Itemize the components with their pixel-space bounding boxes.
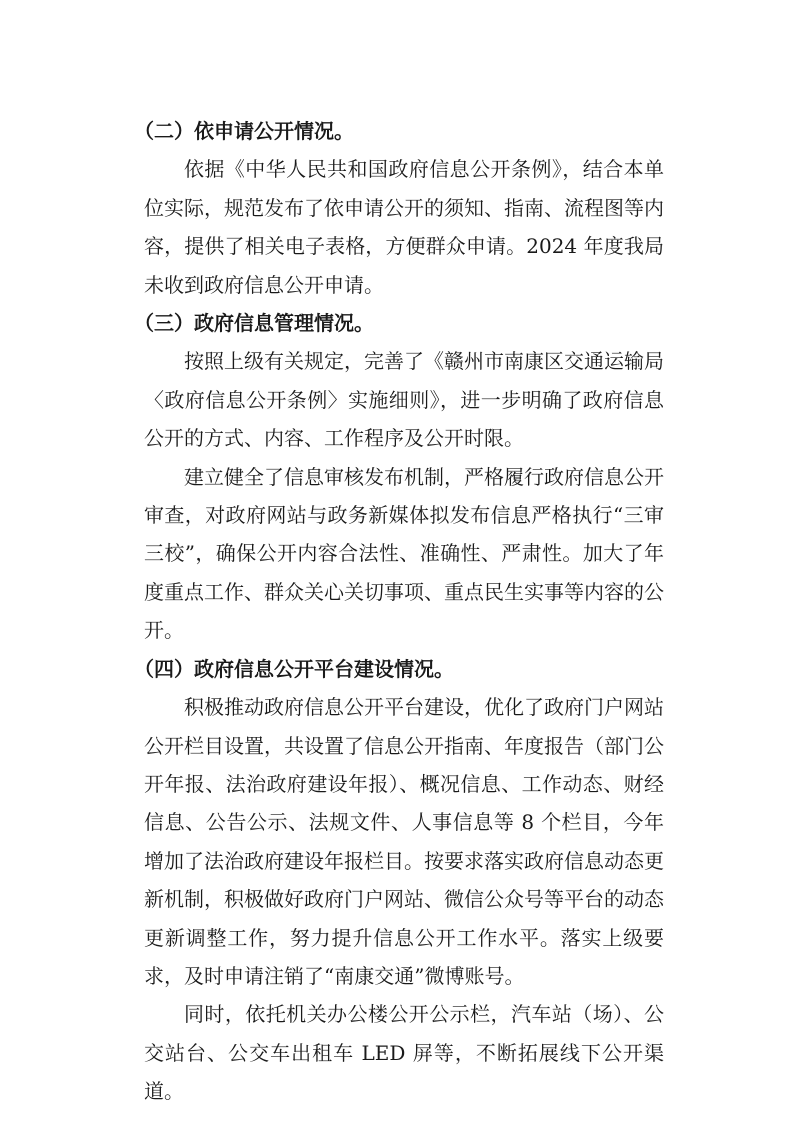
section-heading-platform: （四）政府信息公开平台建设情况。 [134,656,454,681]
paragraph-implementation-rules: 按照上级有关规定，完善了《赣州市南康区交通运输局〈政府信息公开条例〉实施细则》，进一步明确了政府信息公开的方式、内容、工作程序及公开时限。 [144,349,664,451]
section-heading-management: （三）政府信息管理情况。 [134,311,374,336]
paragraph-offline-channels: 同时，依托机关办公楼公开公示栏，汽车站（场）、公交站台、公交车出租车 LED 屏等，不断拓展线下公开渠道。 [144,1002,664,1104]
paragraph-platform-construction: 积极推动政府信息公开平台建设，优化了政府门户网站公开栏目设置，共设置了信息公开指南、年度报告（部门公开年报、法治政府建设年报）、概况信息、工作动态、财经信息、公告公示、法规文件、人事信息等 8 个栏目，今年增加了法治政府建设年报栏目。按要求落实政府信息动态更新机制，积极做好政府门户网站、微信公众号等平台的动态更新调整工作，努力提升信息公开工作水平。落实上级要求，及时申请注销了“南康交通”微博账号。 [144,695,664,988]
document-body [134,112,664,1111]
paragraph-application-disclosure: 依据《中华人民共和国政府信息公开条例》，结合本单位实际，规范发布了依申请公开的须知、指南、流程图等内容，提供了相关电子表格，方便群众申请。2024 年度我局未收到政府信息公开申请。 [144,157,664,297]
paragraph-review-mechanism: 建立健全了信息审核发布机制，严格履行政府信息公开审查，对政府网站与政务新媒体拟发布信息严格执行“三审三校”，确保公开内容合法性、准确性、严肃性。加大了年度重点工作、群众关心关切事项、重点民生实事等内容的公开。 [144,464,664,643]
section-heading-application: （二）依申请公开情况。 [134,119,354,143]
